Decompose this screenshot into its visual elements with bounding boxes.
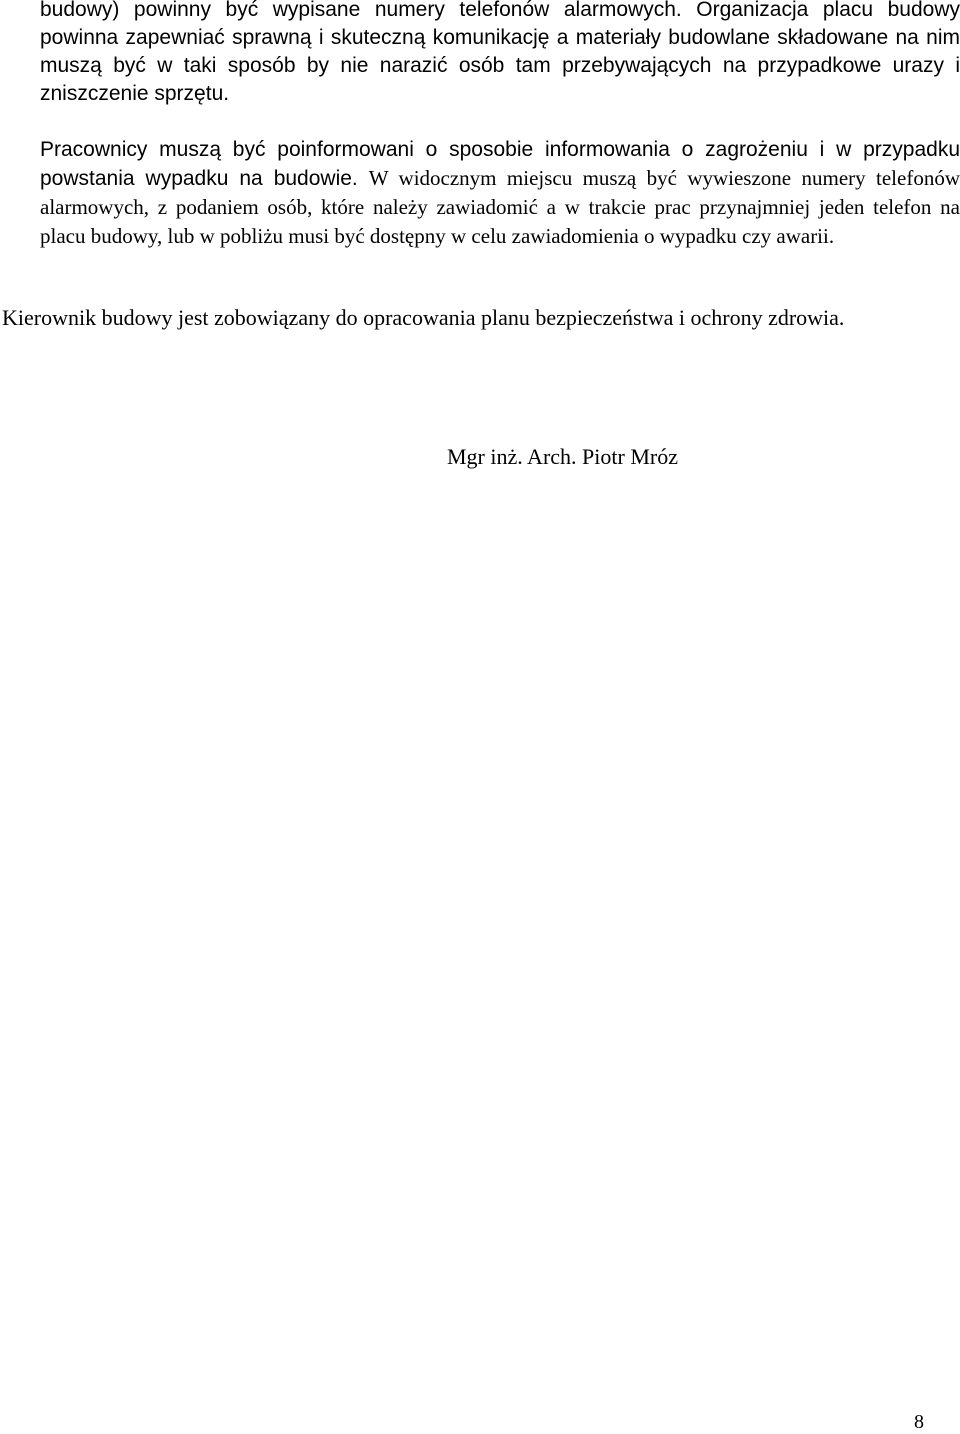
paragraph-text: Kierownik budowy jest zobowiązany do opracowania planu bezpieczeństwa i ochrony zdrowia. — [2, 305, 845, 330]
page-number: 8 — [914, 1411, 924, 1433]
paragraph-site-organization — [40, 0, 960, 108]
paragraph-text: budowy) powinny być wypisane numery telefonów alarmowych. Organizacja placu budowy powinna zapewniać sprawną i skuteczną komunikację a materiały budowlane składowane na nim muszą być w taki sposób by nie narazić osób tam przebywających na przypadkowe urazy i zniszczenie sprzętu. — [40, 0, 960, 105]
author-signature: Mgr inż. Arch. Piotr Mróz — [447, 444, 678, 469]
paragraph-site-manager-obligation — [2, 304, 902, 332]
paragraph-worker-information — [40, 136, 960, 251]
paragraph-text-part-2: W widocznym miejscu muszą być wywieszone numery telefonów alarmowych, z podaniem osób, które należy zawiadomić a w trakcie prac przynajmniej jeden telefon na placu budowy, lub w pobliżu musi być dostępny w celu zawiadomienia o wypadku czy awarii. — [40, 166, 960, 248]
paragraph-text-part-1: Pracownicy muszą być poinformowani o sposobie informowania o zagrożeniu i w przypadku powstania wypadku na budowie. — [40, 138, 960, 190]
